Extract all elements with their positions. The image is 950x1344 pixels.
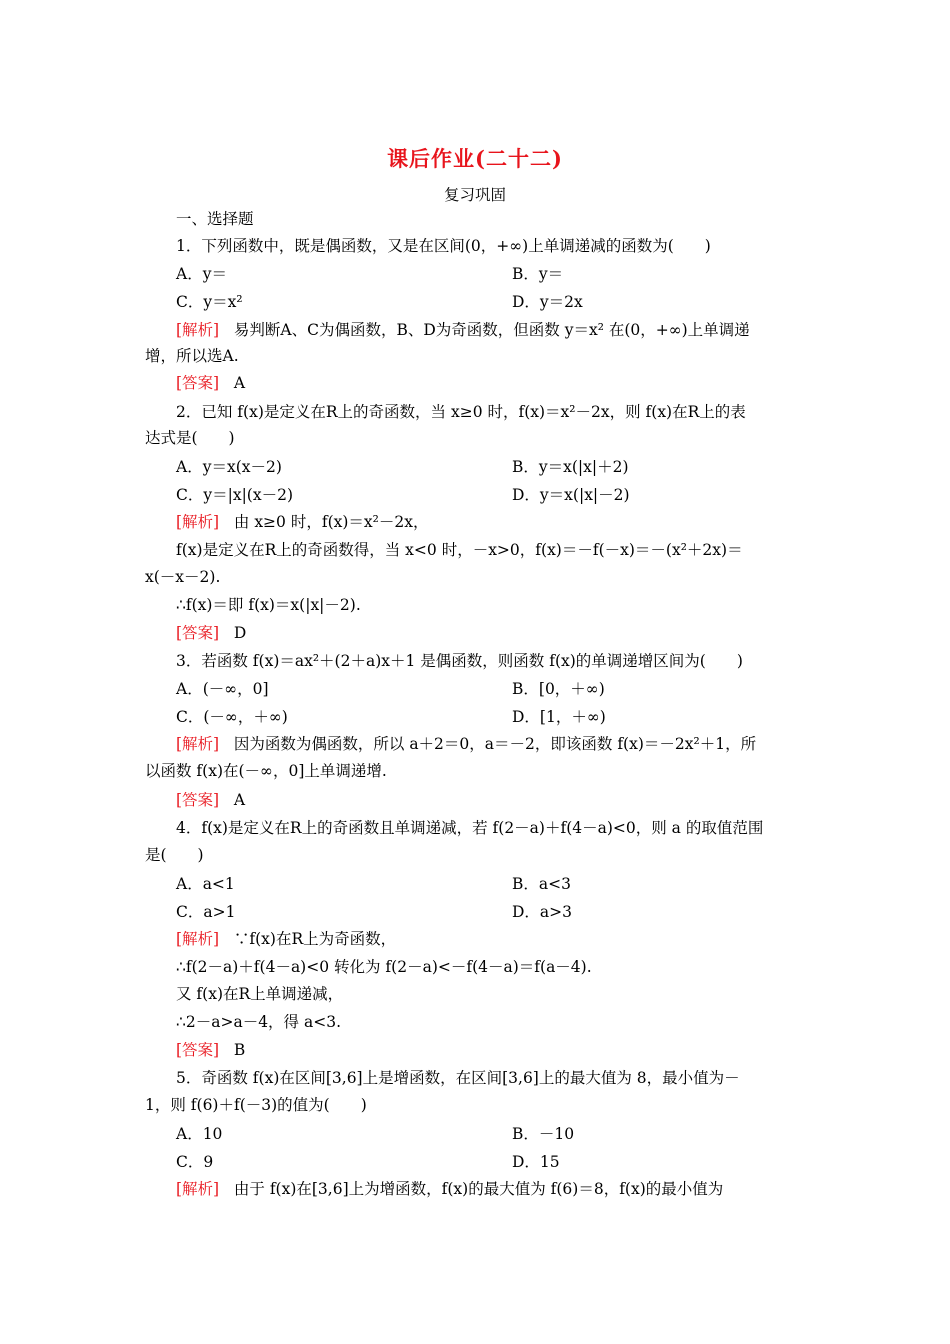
q3-analysis-text: 因为函数为偶函数，所以 a＋2＝0，a＝－2，即该函数 f(x)＝－2x²＋1，所: [233, 735, 757, 753]
q2-analysis-line2: f(x)是定义在R上的奇函数得，当 x<0 时，－x>0，f(x)＝－f(－x)＝－(x²＋2x)＝: [176, 541, 743, 559]
q5-option-a: A．10: [176, 1125, 223, 1143]
q4-answer-value: B: [233, 1041, 246, 1059]
q4-analysis-line2: ∴f(2－a)＋f(4－a)<0 转化为 f(2－a)<－f(4－a)＝f(a－4).: [176, 958, 592, 976]
q2-analysis-text: 由 x≥0 时，f(x)＝x²－2x，: [233, 513, 429, 531]
q5-option-b: B．－10: [512, 1125, 575, 1143]
q1-option-d: D．y＝2x: [512, 293, 583, 311]
q5-option-d: D．15: [512, 1153, 560, 1171]
q1-analysis: [176, 320, 750, 340]
q5-stem-cont: 1，则 f(6)＋f(－3)的值为( ): [145, 1096, 367, 1114]
q2-stem-cont: 达式是( ): [145, 429, 235, 447]
q2-option-c: C．y＝|x|(x－2): [176, 486, 293, 504]
q1-stem: 1．下列函数中，既是偶函数，又是在区间(0，+∞)上单调递减的函数为( ): [176, 237, 711, 255]
q1-answer: [176, 373, 245, 393]
q2-stem: 2．已知 f(x)是定义在R上的奇函数，当 x≥0 时，f(x)＝x²－2x，则 f(x)在R上的表: [176, 403, 746, 421]
analysis-label: [解析]: [176, 513, 220, 531]
q3-stem: 3．若函数 f(x)＝ax²＋(2＋a)x＋1 是偶函数，则函数 f(x)的单调递增区间为( ): [176, 652, 743, 670]
q2-analysis-line4: ∴f(x)＝即 f(x)＝x(|x|－2).: [176, 596, 361, 614]
q2-option-a: A．y＝x(x－2): [176, 458, 282, 476]
q4-option-a: A．a<1: [176, 875, 235, 893]
answer-label: [答案]: [176, 1041, 220, 1059]
q3-answer-value: A: [233, 791, 246, 809]
answer-label: [答案]: [176, 791, 220, 809]
q4-option-b: B．a<3: [512, 875, 571, 893]
q1-option-b: B．y＝: [512, 265, 564, 283]
q4-stem-cont: 是( ): [145, 846, 204, 864]
q1-option-c: C．y＝x²: [176, 293, 243, 311]
analysis-label: [解析]: [176, 930, 220, 948]
q1-option-a: A．y＝: [176, 265, 227, 283]
q4-analysis-line4: ∴2－a>a－4，得 a<3.: [176, 1013, 341, 1031]
q3-option-c: C．(－∞，＋∞): [176, 708, 288, 726]
q2-answer: [176, 623, 246, 643]
answer-label: [答案]: [176, 624, 220, 642]
q3-option-a: A．(－∞，0]: [176, 680, 269, 698]
q2-answer-value: D: [233, 624, 247, 642]
q3-analysis: [176, 734, 756, 754]
q5-option-c: C．9: [176, 1153, 214, 1171]
q4-analysis: [176, 929, 396, 949]
q4-answer: [176, 1040, 245, 1060]
q3-analysis-cont: 以函数 f(x)在(－∞，0]上单调递增.: [145, 762, 387, 780]
q3-answer: [176, 790, 245, 810]
page-title: 课后作业(二十二): [387, 146, 563, 171]
q1-answer-value: A: [233, 374, 246, 392]
q4-option-c: C．a>1: [176, 903, 236, 921]
q5-analysis: [176, 1179, 723, 1199]
q5-analysis-text: 由于 f(x)在[3,6]上为增函数，f(x)的最大值为 f(6)＝8，f(x)的最小值为: [233, 1180, 724, 1198]
q4-analysis-text: ∵f(x)在R上为奇函数，: [233, 930, 397, 948]
q1-analysis-text: 易判断A、C为偶函数，B、D为奇函数，但函数 y＝x² 在(0，+∞)上单调递: [233, 321, 750, 339]
section-heading: 一、选择题: [176, 210, 254, 228]
q2-analysis-line3: x(－x－2).: [145, 568, 221, 586]
analysis-label: [解析]: [176, 735, 220, 753]
page-subtitle: 复习巩固: [443, 186, 506, 204]
answer-label: [答案]: [176, 374, 220, 392]
q2-option-b: B．y＝x(|x|＋2): [512, 458, 629, 476]
q2-analysis: [176, 512, 428, 532]
q1-analysis-cont: 增，所以选A.: [145, 347, 239, 365]
q5-stem: 5．奇函数 f(x)在区间[3,6]上是增函数，在区间[3,6]上的最大值为 8，最小值为－: [176, 1069, 740, 1087]
q2-option-d: D．y＝x(|x|－2): [512, 486, 630, 504]
q4-analysis-line3: 又 f(x)在R上单调递减，: [176, 985, 344, 1003]
q3-option-b: B．[0，＋∞): [512, 680, 605, 698]
analysis-label: [解析]: [176, 321, 220, 339]
q4-option-d: D．a>3: [512, 903, 573, 921]
analysis-label: [解析]: [176, 1180, 220, 1198]
q3-option-d: D．[1，＋∞): [512, 708, 606, 726]
q4-stem: 4．f(x)是定义在R上的奇函数且单调递减，若 f(2－a)＋f(4－a)<0，则 a 的取值范围: [176, 819, 764, 837]
